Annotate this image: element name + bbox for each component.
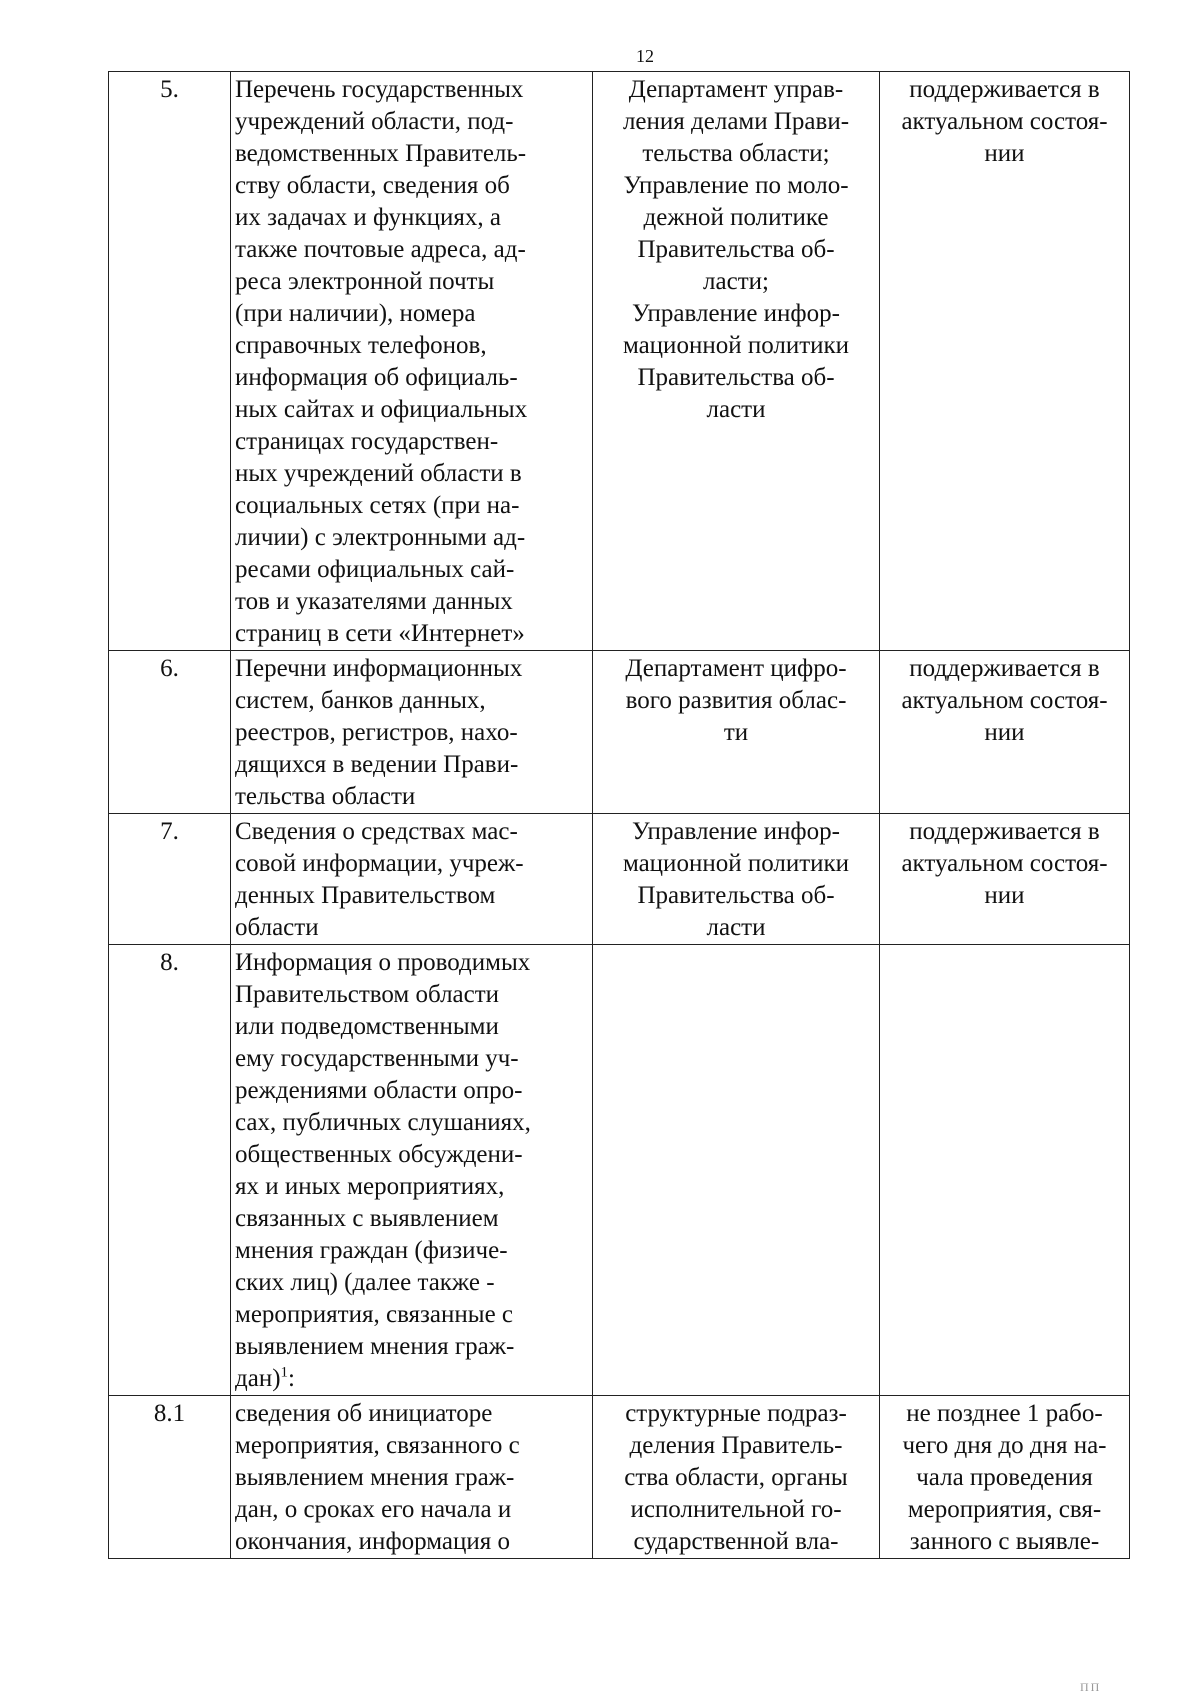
description-line: ных учреждений области в [235,460,522,487]
description-line: выявлением мнения граж- [235,1464,515,1491]
term-cell [880,945,1130,1396]
term-line: чала проведения [916,1464,1093,1491]
term-line: нии [984,719,1025,746]
description-line: окончания, информация о [235,1528,511,1555]
responsible-cell [593,1396,880,1559]
responsible-line: сударственной вла- [633,1528,839,1555]
description-line: тов и указателями данных [235,588,513,615]
term-line: занного с выявле- [909,1528,1100,1555]
responsible-line: Департамент управ- [628,76,844,103]
responsible-line: мационной политики [622,850,850,877]
description-tail: : [288,1365,295,1392]
responsible-line: Правительства об- [637,364,835,391]
table-row [109,651,1130,814]
table-row [109,72,1130,651]
description-line: мнения граждан (физиче- [235,1237,508,1264]
description-line: справочных телефонов, [235,332,487,359]
description-cell [231,945,593,1396]
row-number-cell: 5. [109,72,231,651]
description-line: дан, о сроках его начала и [235,1496,512,1523]
description-line: реса электронной почты [235,268,495,295]
description-cell [231,814,593,945]
description-line: Правительством области [235,981,500,1008]
term-line: мероприятия, свя- [907,1496,1102,1523]
table-body [109,72,1130,1559]
responsible-cell [593,945,880,1396]
description-line: информация об официаль- [235,364,518,391]
term-cell [880,651,1130,814]
description-cell [231,72,593,651]
description-line: учреждений области, под- [235,108,514,135]
description-line: (при наличии), номера [235,300,476,327]
responsible-cell [593,814,880,945]
term-cell [880,1396,1130,1559]
table-row [109,945,1130,1396]
responsible-cell [593,72,880,651]
description-line: дящихся в ведении Прави- [235,751,519,778]
term-line: поддерживается в [909,818,1100,845]
description-line: реждениями области опро- [235,1077,523,1104]
description-line: социальных сетях (при на- [235,492,520,519]
row-number-cell: 8.1 [109,1396,231,1559]
responsible-line: вого развития облас- [625,687,847,714]
document-table [108,71,1130,1559]
term-line: поддерживается в [909,655,1100,682]
row-number-cell: 6. [109,651,231,814]
term-line: актуальном состоя- [901,687,1108,714]
term-cell [880,72,1130,651]
description-line: реестров, регистров, нахо- [235,719,518,746]
footer-mark: ПП [1080,1680,1102,1694]
description-line: ству области, сведения об [235,172,510,199]
responsible-line: ласти [706,396,766,423]
description-line: ведомственных Правитель- [235,140,527,167]
description-line: связанных с выявлением [235,1205,499,1232]
term-cell [880,814,1130,945]
description-line: страницах государствен- [235,428,499,455]
description-line: ных сайтах и официальных [235,396,528,423]
description-line: их задачах и функциях, а [235,204,501,231]
description-cell [231,651,593,814]
description-line: ских лиц) (далее также - [235,1269,495,1296]
responsible-line: ства области, органы [624,1464,848,1491]
responsible-line: Управление по моло- [623,172,849,199]
term-line: актуальном состоя- [901,850,1108,877]
description-line: ресами официальных сай- [235,556,515,583]
responsible-line: ти [723,719,749,746]
description-line: мероприятия, связанного с [235,1432,520,1459]
page-number: 12 [636,46,654,66]
description-line: Перечень государственных [235,76,524,103]
description-line: ях и иных мероприятиях, [235,1173,505,1200]
description-line: выявлением мнения граж- [235,1333,515,1360]
term-line: чего дня до дня на- [902,1432,1107,1459]
responsible-line: Управление инфор- [632,300,840,327]
description-line: сах, публичных слушаниях, [235,1109,531,1136]
responsible-line: структурные подраз- [625,1400,847,1427]
description-line: тельства области [235,783,416,810]
description-line: систем, банков данных, [235,687,486,714]
responsible-line: Управление инфор- [632,818,840,845]
description-line: общественных обсуждени- [235,1141,523,1168]
description-line: сведения об инициаторе [235,1400,493,1427]
responsible-line: ласти [706,914,766,941]
responsible-line: деления Правитель- [629,1432,843,1459]
description-line: или подведомственными [235,1013,499,1040]
description-line: страниц в сети «Интернет» [235,620,525,647]
description-line: области [235,914,319,941]
description-line: Перечни информационных [235,655,523,682]
term-line: поддерживается в [909,76,1100,103]
description-line: личии) с электронными ад- [235,524,526,551]
description-cell [231,1396,593,1559]
description-line-text: дан) [235,1365,281,1392]
table-row [109,1396,1130,1559]
term-line: нии [984,882,1025,909]
responsible-line: мационной политики [622,332,850,359]
description-line: Информация о проводимых [235,949,531,976]
description-line [235,1363,588,1395]
responsible-line: дежной политике [643,204,829,231]
responsible-line: Правительства об- [637,236,835,263]
term-line: не позднее 1 рабо- [906,1400,1103,1427]
description-line: мероприятия, связанные с [235,1301,514,1328]
responsible-line: тельства области; [642,140,830,167]
responsible-line: Правительства об- [637,882,835,909]
footnote-marker: 1 [280,1364,289,1381]
description-line: Сведения о средствах мас- [235,818,518,845]
description-line: совой информации, учреж- [235,850,524,877]
term-line: нии [984,140,1025,167]
row-number-cell: 7. [109,814,231,945]
responsible-cell [593,651,880,814]
description-line: денных Правительством [235,882,496,909]
responsible-line: Департамент цифро- [625,655,847,682]
responsible-line: ления делами Прави- [622,108,850,135]
description-line: ему государственными уч- [235,1045,519,1072]
responsible-line: исполнительной го- [630,1496,842,1523]
responsible-line: ласти; [703,268,769,295]
description-line: также почтовые адреса, ад- [235,236,526,263]
term-line: актуальном состоя- [901,108,1108,135]
row-number-cell: 8. [109,945,231,1396]
table-row [109,814,1130,945]
